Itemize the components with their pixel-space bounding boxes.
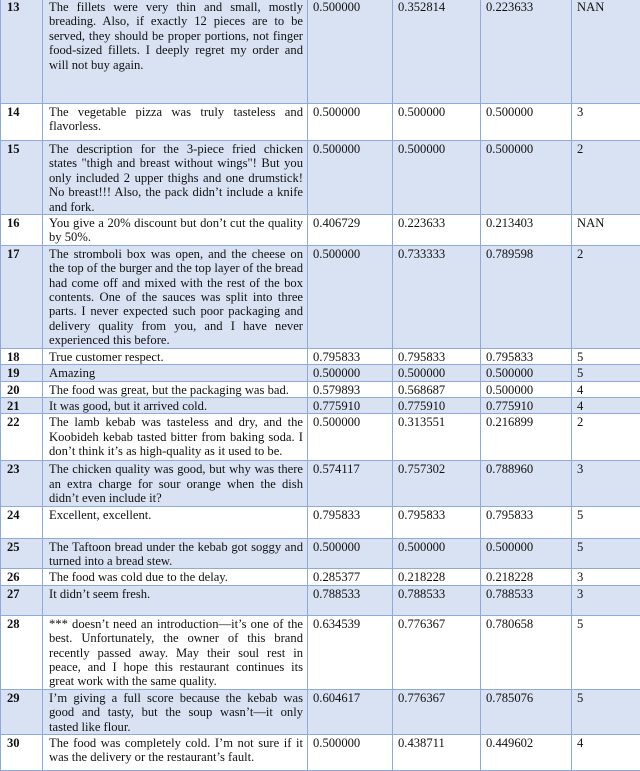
table-row <box>1 348 640 364</box>
table-row <box>1 245 640 348</box>
review-text: The food was cold due to the delay. <box>43 569 308 585</box>
row-id: 15 <box>1 141 43 215</box>
score-3: 0.788960 <box>481 461 572 506</box>
score-1: 0.500000 <box>308 245 393 348</box>
row-id: 30 <box>1 735 43 771</box>
row-id: 23 <box>1 461 43 506</box>
score-3: 0.223633 <box>481 0 572 104</box>
rating: 2 <box>572 141 640 215</box>
rating: NAN <box>572 215 640 246</box>
score-2: 0.500000 <box>393 538 481 569</box>
rating: 5 <box>572 538 640 569</box>
review-text: The chicken quality was good, but why was there an extra charge for sour orange when the dish didn’t even include it? <box>43 461 308 506</box>
score-2: 0.352814 <box>393 0 481 104</box>
score-3: 0.785076 <box>481 689 572 734</box>
rating: 2 <box>572 414 640 461</box>
score-3: 0.449602 <box>481 735 572 771</box>
table-row <box>1 215 640 246</box>
review-text: The lamb kebab was tasteless and dry, and the Koobideh kebab tasted bitter from baking soda. I don’t think it’s as high-quality as it used to be. <box>43 414 308 461</box>
table-row <box>1 141 640 215</box>
row-id: 26 <box>1 569 43 585</box>
table-row <box>1 414 640 461</box>
rating: NAN <box>572 0 640 104</box>
review-text: *** doesn’t need an introduction—it’s one of the best. Unfortunately, the owner of this brand recently passed away. May their soul rest in peace, and I hope this restaurant continues its great work with the same quality. <box>43 615 308 689</box>
review-text: You give a 20% discount but don’t cut the quality by 50%. <box>43 215 308 246</box>
score-1: 0.604617 <box>308 689 393 734</box>
score-1: 0.500000 <box>308 414 393 461</box>
row-id: 16 <box>1 215 43 246</box>
score-3: 0.795833 <box>481 348 572 364</box>
score-2: 0.776367 <box>393 689 481 734</box>
rating: 5 <box>572 689 640 734</box>
score-1: 0.406729 <box>308 215 393 246</box>
score-1: 0.500000 <box>308 735 393 771</box>
score-1: 0.634539 <box>308 615 393 689</box>
score-2: 0.795833 <box>393 506 481 538</box>
rating: 3 <box>572 104 640 141</box>
score-2: 0.500000 <box>393 141 481 215</box>
rating: 5 <box>572 506 640 538</box>
row-id: 19 <box>1 365 43 381</box>
score-1: 0.500000 <box>308 365 393 381</box>
score-1: 0.500000 <box>308 538 393 569</box>
row-id: 24 <box>1 506 43 538</box>
score-3: 0.775910 <box>481 397 572 413</box>
review-text: Excellent, excellent. <box>43 506 308 538</box>
rating: 2 <box>572 245 640 348</box>
score-3: 0.216899 <box>481 414 572 461</box>
rating: 5 <box>572 348 640 364</box>
rating: 5 <box>572 365 640 381</box>
table-row <box>1 538 640 569</box>
score-1: 0.579893 <box>308 381 393 397</box>
score-2: 0.788533 <box>393 585 481 615</box>
score-2: 0.568687 <box>393 381 481 397</box>
table-row <box>1 397 640 413</box>
score-3: 0.788533 <box>481 585 572 615</box>
row-id: 25 <box>1 538 43 569</box>
score-3: 0.789598 <box>481 245 572 348</box>
review-text: The fillets were very thin and small, mostly breading. Also, if exactly 12 pieces are to be served, they should be proper portions, not finger food-sized fillets. I deeply regret my order and will not buy again. <box>43 0 308 104</box>
score-3: 0.500000 <box>481 104 572 141</box>
score-1: 0.500000 <box>308 141 393 215</box>
row-id: 20 <box>1 381 43 397</box>
score-3: 0.780658 <box>481 615 572 689</box>
score-1: 0.500000 <box>308 104 393 141</box>
table-row <box>1 615 640 689</box>
table-row <box>1 506 640 538</box>
score-2: 0.733333 <box>393 245 481 348</box>
score-1: 0.574117 <box>308 461 393 506</box>
score-1: 0.788533 <box>308 585 393 615</box>
review-text: The vegetable pizza was truly tasteless and flavorless. <box>43 104 308 141</box>
review-text: I’m giving a full score because the kebab was good and tasty, but the soup wasn’t—it only tasted like flour. <box>43 689 308 734</box>
row-id: 29 <box>1 689 43 734</box>
review-text: The food was completely cold. I’m not sure if it was the delivery or the restaurant’s fault. <box>43 735 308 771</box>
row-id: 22 <box>1 414 43 461</box>
score-2: 0.757302 <box>393 461 481 506</box>
score-2: 0.218228 <box>393 569 481 585</box>
score-2: 0.500000 <box>393 365 481 381</box>
row-id: 13 <box>1 0 43 104</box>
score-3: 0.500000 <box>481 141 572 215</box>
rating: 3 <box>572 569 640 585</box>
score-2: 0.438711 <box>393 735 481 771</box>
score-2: 0.795833 <box>393 348 481 364</box>
score-2: 0.775910 <box>393 397 481 413</box>
score-2: 0.313551 <box>393 414 481 461</box>
score-3: 0.218228 <box>481 569 572 585</box>
row-id: 18 <box>1 348 43 364</box>
score-1: 0.795833 <box>308 348 393 364</box>
table-row <box>1 365 640 381</box>
review-text: True customer respect. <box>43 348 308 364</box>
review-text: Amazing <box>43 365 308 381</box>
rating: 4 <box>572 397 640 413</box>
review-text: It didn’t seem fresh. <box>43 585 308 615</box>
review-text: The food was great, but the packaging was bad. <box>43 381 308 397</box>
score-1: 0.775910 <box>308 397 393 413</box>
score-3: 0.500000 <box>481 538 572 569</box>
row-id: 28 <box>1 615 43 689</box>
score-1: 0.285377 <box>308 569 393 585</box>
score-2: 0.776367 <box>393 615 481 689</box>
rating: 3 <box>572 461 640 506</box>
table-row <box>1 689 640 734</box>
rating: 4 <box>572 735 640 771</box>
score-1: 0.795833 <box>308 506 393 538</box>
table-row <box>1 735 640 771</box>
table-row <box>1 585 640 615</box>
row-id: 27 <box>1 585 43 615</box>
score-3: 0.500000 <box>481 365 572 381</box>
score-3: 0.213403 <box>481 215 572 246</box>
score-2: 0.500000 <box>393 104 481 141</box>
table-row <box>1 569 640 585</box>
rating: 5 <box>572 615 640 689</box>
table-row <box>1 104 640 141</box>
review-text: The stromboli box was open, and the cheese on the top of the burger and the top layer of the bread had come off and mixed with the rest of the box contents. One of the sauces was split into three parts. I never expected such poor packaging and delivery quality from you, and I have never experienced this before. <box>43 245 308 348</box>
rating: 3 <box>572 585 640 615</box>
table-row <box>1 461 640 506</box>
score-1: 0.500000 <box>308 0 393 104</box>
score-2: 0.223633 <box>393 215 481 246</box>
score-3: 0.795833 <box>481 506 572 538</box>
review-text: It was good, but it arrived cold. <box>43 397 308 413</box>
rating: 4 <box>572 381 640 397</box>
table-row <box>1 381 640 397</box>
score-3: 0.500000 <box>481 381 572 397</box>
row-id: 14 <box>1 104 43 141</box>
table-row <box>1 0 640 104</box>
row-id: 17 <box>1 245 43 348</box>
review-text: The Taftoon bread under the kebab got soggy and turned into a bread stew. <box>43 538 308 569</box>
row-id: 21 <box>1 397 43 413</box>
review-text: The description for the 3-piece fried chicken states "thigh and breast without wings"! But you only included 2 upper thighs and one drumstick! No breast!!! Also, the pack didn’t include a knife and fork. <box>43 141 308 215</box>
